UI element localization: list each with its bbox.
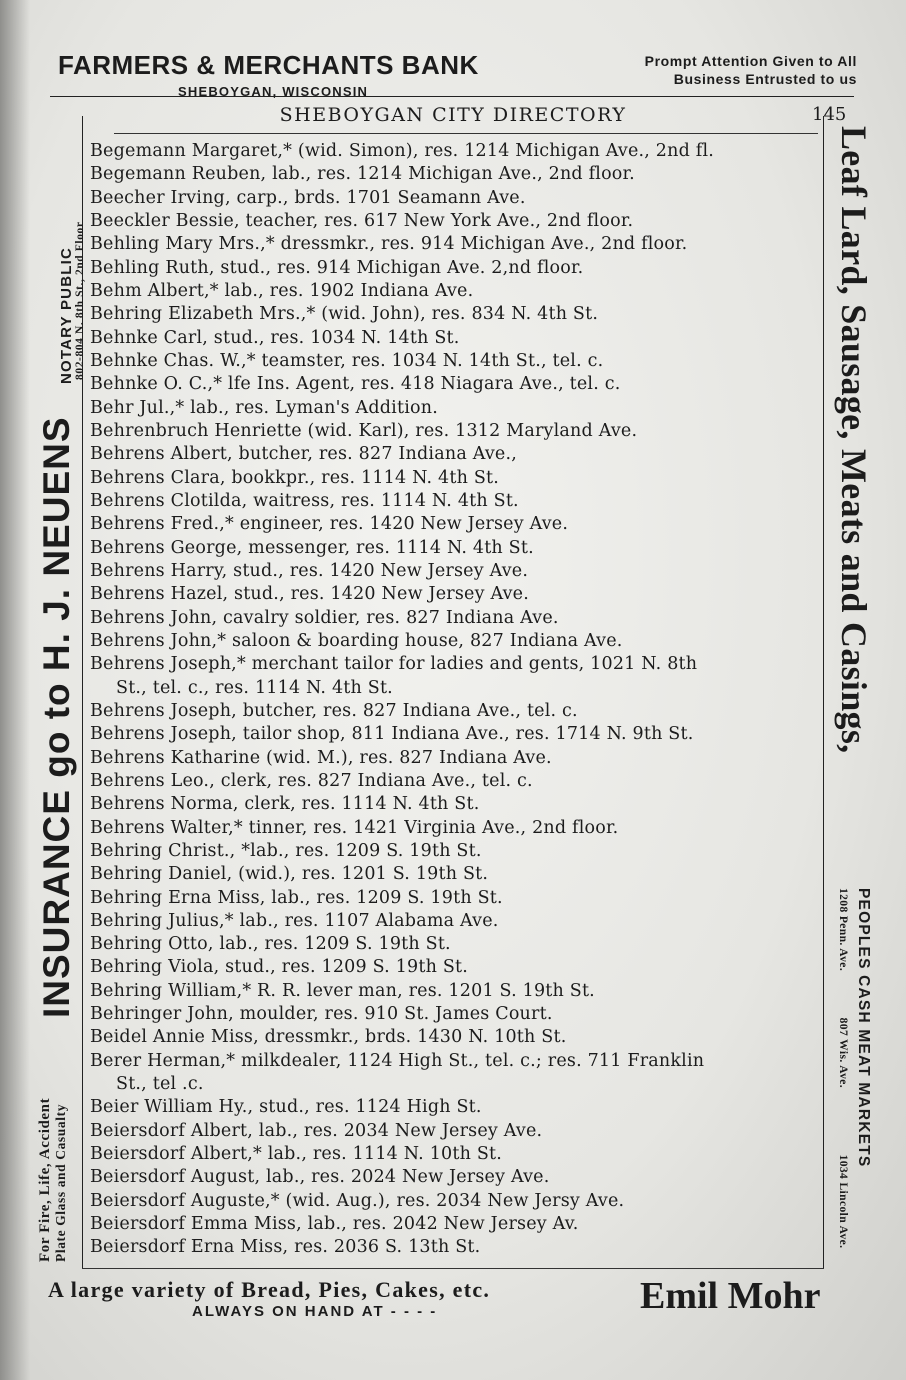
meat-market-address-3: 1034 Lincoln Ave.: [837, 1154, 849, 1249]
directory-entry: Behring Julius,* lab., res. 1107 Alabama Ave.: [90, 910, 499, 931]
page-edge-shadow: [0, 0, 30, 1380]
insurance-ad: INSURANCE go to H. J. NEUENS: [36, 416, 77, 1018]
bakery-ad-line1: A large variety of Bread, Pies, Cakes, etc.: [48, 1277, 491, 1302]
notary-ad: NOTARY PUBLIC: [58, 247, 75, 384]
directory-entry: Behm Albert,* lab., res. 1902 Indiana Ave.: [90, 280, 474, 301]
directory-entry: Behnke Chas. W.,* teamster, res. 1034 N. 14th St., tel. c.: [90, 350, 604, 371]
directory-entry: Behnke O. C.,* lfe Ins. Agent, res. 418 Niagara Ave., tel. c.: [90, 374, 621, 395]
top-rule: [50, 96, 854, 97]
meats-ad: Leaf Lard, Sausage, Meats and Casings,: [834, 126, 874, 754]
bank-ad-tagline-line2: Business Entrusted to us: [673, 71, 857, 87]
bank-ad-name: FARMERS & MERCHANTS BANK: [58, 50, 479, 80]
directory-entry: Behrens John, cavalry soldier, res. 827 Indiana Ave.: [90, 607, 559, 628]
directory-entry: Behrens Fred.,* engineer, res. 1420 New Jersey Ave.: [90, 514, 569, 535]
directory-entry: Beiersdorf Albert,* lab., res. 1114 N. 10th St.: [90, 1144, 503, 1165]
directory-entry: Behring Erna Miss, lab., res. 1209 S. 19th St.: [90, 887, 503, 908]
directory-entry: Behrens Walter,* tinner, res. 1421 Virginia Ave., 2nd floor.: [90, 817, 619, 838]
directory-entry: Berer Herman,* milkdealer, 1124 High St., tel. c.; res. 711 Franklin: [90, 1050, 705, 1071]
directory-entry: Behrens Albert, butcher, res. 827 Indiana Ave.,: [90, 444, 518, 465]
insurance-coverage-line2: Plate Glass and Casualty: [53, 1103, 68, 1262]
directory-entry: Behring William,* R. R. lever man, res. 1201 S. 19th St.: [90, 980, 595, 1001]
directory-entry: Behrens Harry, stud., res. 1420 New Jersey Ave.: [90, 560, 529, 581]
bank-ad-city: SHEBOYGAN, WISCONSIN: [178, 84, 369, 99]
directory-entry: Behring Otto, lab., res. 1209 S. 19th St.: [90, 934, 451, 955]
directory-entry: Behrens Clara, bookkpr., res. 1114 N. 4th St.: [90, 467, 500, 488]
directory-entry: Behrens Joseph, tailor shop, 811 Indiana Ave., res. 1714 N. 9th St.: [90, 724, 694, 745]
directory-entry: Behnke Carl, stud., res. 1034 N. 14th St.: [90, 327, 460, 348]
header-rule: [114, 133, 818, 134]
bank-ad-tagline: [552, 52, 857, 88]
directory-entry: Beiersdorf Emma Miss, lab., res. 2042 New Jersey Av.: [90, 1214, 579, 1235]
directory-entry: Behrens Katharine (wid. M.), res. 827 Indiana Ave.: [90, 747, 552, 768]
directory-entry: Behrens Joseph,* merchant tailor for ladies and gents, 1021 N. 8th: [90, 654, 698, 675]
directory-entry: Begemann Margaret,* (wid. Simon), res. 1214 Michigan Ave., 2nd fl.: [90, 141, 715, 161]
directory-entry: Behling Mary Mrs.,* dressmkr., res. 914 Michigan Ave., 2nd floor.: [90, 234, 688, 255]
meat-markets-ad: PEOPLES CASH MEAT MARKETS: [855, 888, 872, 1168]
directory-entry-continuation: St., tel .c.: [116, 1074, 204, 1095]
directory-entry: Beiersdorf Erna Miss, res. 2036 S. 13th St.: [90, 1237, 481, 1258]
directory-entry: Behring Viola, stud., res. 1209 S. 19th St.: [90, 957, 469, 978]
directory-entry: Behringer John, moulder, res. 910 St. James Court.: [90, 1004, 553, 1025]
directory-entry: Behrenbruch Henriette (wid. Karl), res. 1312 Maryland Ave.: [90, 420, 638, 441]
notary-address: 802-804 N. 8th St., 2nd Floor: [74, 221, 86, 380]
directory-entry: Behring Elizabeth Mrs.,* (wid. John), res. 834 N. 4th St.: [90, 304, 599, 325]
right-border-rule: [823, 116, 824, 1268]
directory-entry: Behrens Norma, clerk, res. 1114 N. 4th St.: [90, 794, 480, 815]
directory-entry: Beiersdorf Albert, lab., res. 2034 New Jersey Ave.: [90, 1120, 543, 1141]
bakery-ad-name: Emil Mohr: [640, 1275, 821, 1317]
directory-entry-continuation: St., tel. c., res. 1114 N. 4th St.: [116, 677, 393, 698]
directory-entry: Behr Jul.,* lab., res. Lyman's Addition.: [90, 397, 438, 418]
insurance-coverage-line1: For Fire, Life, Accident: [37, 1097, 53, 1262]
meat-market-address-2: 807 Wis. Ave.: [837, 1017, 849, 1089]
directory-entry: Behrens Joseph, butcher, res. 827 Indiana Ave., tel. c.: [90, 700, 578, 721]
directory-entry: Behring Christ., *lab., res. 1209 S. 19th St.: [90, 840, 482, 861]
meat-markets-addresses: [837, 888, 849, 1248]
directory-entry: Beidel Annie Miss, dressmkr., brds. 1430 N. 10th St.: [90, 1027, 567, 1048]
directory-listing: [90, 140, 818, 1260]
directory-entry: Beiersdorf August, lab., res. 2024 New Jersey Ave.: [90, 1167, 550, 1188]
bottom-rule: [82, 1268, 824, 1269]
directory-entry: Behrens Clotilda, waitress, res. 1114 N. 4th St.: [90, 490, 519, 511]
directory-entry: Begemann Reuben, lab., res. 1214 Michigan Ave., 2nd floor.: [90, 164, 635, 185]
page-title: SHEBOYGAN CITY DIRECTORY: [279, 104, 627, 126]
directory-entry: Behling Ruth, stud., res. 914 Michigan Ave. 2,nd floor.: [90, 257, 584, 278]
directory-entry: Behring Daniel, (wid.), res. 1201 S. 19th St.: [90, 864, 489, 885]
directory-entry: Beier William Hy., stud., res. 1124 High St.: [90, 1097, 482, 1118]
directory-entry: Behrens Leo., clerk, res. 827 Indiana Ave., tel. c.: [90, 770, 533, 791]
directory-entry: Behrens George, messenger, res. 1114 N. 4th St.: [90, 537, 534, 558]
directory-entry: Behrens Hazel, stud., res. 1420 New Jersey Ave.: [90, 584, 529, 605]
directory-entry: Beecher Irving, carp., brds. 1701 Seamann Ave.: [90, 187, 526, 208]
bakery-ad-line2: ALWAYS ON HAND AT - - - -: [192, 1303, 438, 1320]
bank-ad-tagline-line1: Prompt Attention Given to All: [644, 53, 857, 69]
directory-entry: Beeckler Bessie, teacher, res. 617 New York Ave., 2nd floor.: [90, 210, 634, 231]
directory-entry: Beiersdorf Auguste,* (wid. Aug.), res. 2034 New Jersy Ave.: [90, 1190, 625, 1211]
directory-entry: Behrens John,* saloon & boarding house, 827 Indiana Ave.: [90, 630, 623, 651]
meat-market-address-1: 1208 Penn. Ave.: [837, 888, 849, 972]
page-number: 145: [812, 104, 847, 125]
